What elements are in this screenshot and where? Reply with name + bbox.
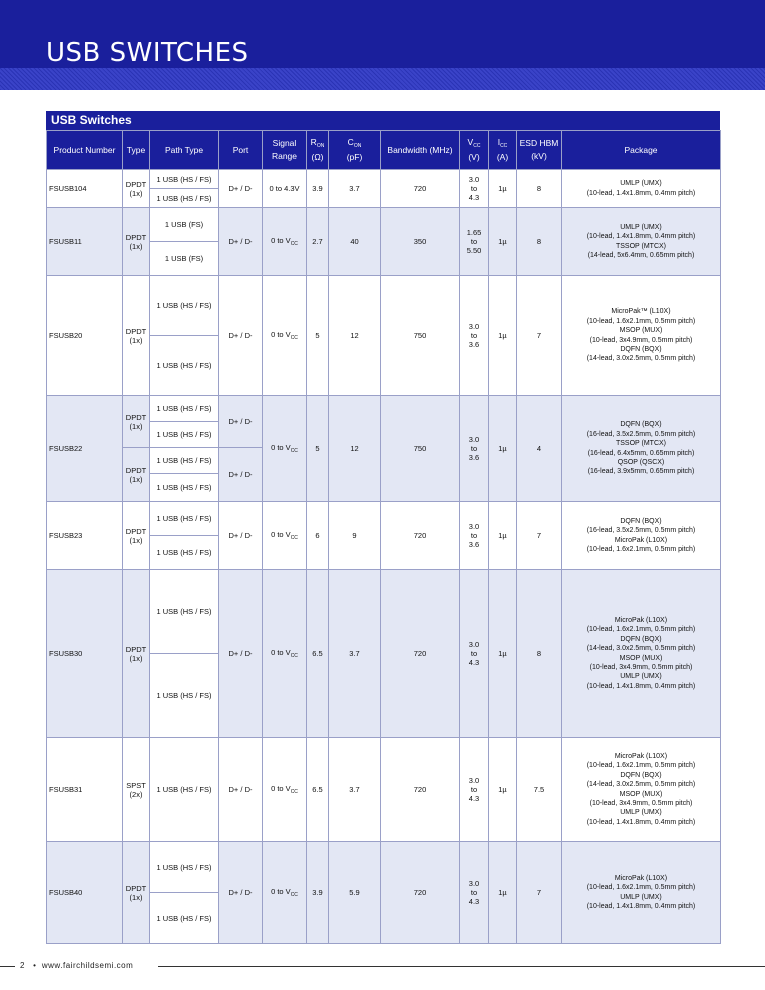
header-product: Product Number bbox=[47, 131, 123, 170]
vcc-line: to bbox=[470, 184, 478, 193]
cell-path-type: 1 USB (HS / FS) bbox=[150, 474, 219, 502]
signal-value: 0 to bbox=[271, 784, 284, 793]
cell-signal-range bbox=[263, 842, 307, 944]
cell-con: 12 bbox=[329, 276, 381, 396]
page-number: 2 bbox=[20, 961, 25, 970]
cell-path-type: 1 USB (HS / FS) bbox=[150, 336, 219, 396]
vcc-line: to bbox=[470, 785, 478, 794]
table-header-row bbox=[47, 131, 721, 170]
type-count: (1x) bbox=[129, 474, 143, 484]
cell-type bbox=[123, 276, 150, 396]
header-bandwidth: Bandwidth (MHz) bbox=[381, 131, 460, 170]
cell-bw: 750 bbox=[381, 396, 460, 502]
signal-value: 0 to bbox=[271, 530, 284, 539]
header-port: Port bbox=[219, 131, 263, 170]
cell-icc: 1µ bbox=[489, 842, 517, 944]
package-detail: (16-lead, 3.5x2.5mm, 0.5mm pitch) bbox=[586, 527, 696, 535]
cell-path-type: 1 USB (HS / FS) bbox=[150, 654, 219, 738]
cell-type bbox=[123, 208, 150, 276]
cell-esd: 8 bbox=[517, 570, 562, 738]
cell-vcc bbox=[460, 276, 489, 396]
vcc-symbol: V bbox=[285, 443, 291, 452]
cell-vcc bbox=[460, 502, 489, 570]
package-name: MSOP (MUX) bbox=[619, 327, 663, 335]
cell-signal-range bbox=[263, 502, 307, 570]
cell-path-type: 1 USB (HS / FS) bbox=[150, 536, 219, 570]
cell-package bbox=[562, 842, 721, 944]
type-count: (2x) bbox=[129, 789, 143, 799]
vcc-symbol: V bbox=[285, 648, 291, 657]
table-row bbox=[47, 396, 721, 422]
type-count: (1x) bbox=[129, 421, 143, 431]
package-name: MicroPak (L10X) bbox=[614, 874, 668, 882]
cell-port: D+ / D- bbox=[219, 276, 263, 396]
cell-ron: 5 bbox=[307, 396, 329, 502]
cell-path-type: 1 USB (HS / FS) bbox=[150, 396, 219, 422]
cell-port: D+ / D- bbox=[219, 396, 263, 448]
package-name: MicroPak (L10X) bbox=[614, 752, 668, 760]
table-row bbox=[47, 502, 721, 536]
package-name: DQFN (BQX) bbox=[620, 771, 662, 779]
page-header-band bbox=[0, 0, 765, 68]
vcc-subscript: CC bbox=[290, 653, 298, 659]
package-detail: (14-lead, 3.0x2.5mm, 0.5mm pitch) bbox=[586, 355, 696, 363]
cell-vcc bbox=[460, 738, 489, 842]
cell-product: FSUSB30 bbox=[47, 570, 123, 738]
signal-value: 0 to bbox=[271, 887, 284, 896]
cell-bw: 720 bbox=[381, 502, 460, 570]
signal-value: 0 to bbox=[271, 236, 284, 245]
cell-package bbox=[562, 276, 721, 396]
type-count: (1x) bbox=[129, 188, 143, 198]
cell-port: D+ / D- bbox=[219, 208, 263, 276]
type-count: (1x) bbox=[129, 653, 143, 663]
type-value: DPDT bbox=[125, 465, 147, 475]
cell-signal-range bbox=[263, 208, 307, 276]
package-detail: (10-lead, 1.6x2.1mm, 0.5mm pitch) bbox=[586, 626, 696, 634]
signal-value: 0 to bbox=[271, 330, 284, 339]
package-name: MSOP (MUX) bbox=[619, 790, 663, 798]
cell-esd: 7 bbox=[517, 502, 562, 570]
cell-path-type: 1 USB (HS / FS) bbox=[150, 170, 219, 189]
cell-ron: 6.5 bbox=[307, 570, 329, 738]
type-value: SPST bbox=[126, 780, 146, 790]
cell-ron: 3.9 bbox=[307, 842, 329, 944]
header-stripe bbox=[0, 68, 765, 90]
package-name: TSSOP (MTCX) bbox=[615, 440, 667, 448]
vcc-symbol: V bbox=[285, 887, 291, 896]
type-count: (1x) bbox=[129, 241, 143, 251]
cell-vcc bbox=[460, 570, 489, 738]
vcc-line: 3.0 bbox=[468, 879, 480, 888]
type-count: (1x) bbox=[129, 335, 143, 345]
cell-path-type: 1 USB (HS / FS) bbox=[150, 276, 219, 336]
package-name: DQFN (BQX) bbox=[620, 517, 662, 525]
package-name: MicroPak™ (L10X) bbox=[611, 308, 671, 316]
package-name: UMLP (UMX) bbox=[620, 673, 662, 681]
cell-signal-range bbox=[263, 738, 307, 842]
vcc-symbol: V bbox=[285, 330, 291, 339]
package-name: MSOP (MUX) bbox=[619, 654, 663, 662]
package-name: UMLP (UMX) bbox=[620, 180, 662, 188]
cell-con: 40 bbox=[329, 208, 381, 276]
vcc-line: 3.0 bbox=[468, 322, 480, 331]
package-detail: (10-lead, 3x4.9mm, 0.5mm pitch) bbox=[589, 663, 693, 671]
cell-type bbox=[123, 738, 150, 842]
cell-package bbox=[562, 570, 721, 738]
package-detail: (10-lead, 1.4x1.8mm, 0.4mm pitch) bbox=[586, 189, 696, 197]
header-ron: $R_{ON}$ (Ω) bbox=[307, 131, 329, 170]
cell-type bbox=[123, 502, 150, 570]
cell-package bbox=[562, 502, 721, 570]
cell-product: FSUSB11 bbox=[47, 208, 123, 276]
cell-ron: 2.7 bbox=[307, 208, 329, 276]
type-value: DPDT bbox=[125, 232, 147, 242]
vcc-line: to bbox=[470, 444, 478, 453]
cell-con: 3.7 bbox=[329, 170, 381, 208]
package-detail: (16-lead, 3.9x5mm, 0.65mm pitch) bbox=[587, 468, 695, 476]
page-title: USB SWITCHES bbox=[46, 38, 249, 68]
cell-esd: 4 bbox=[517, 396, 562, 502]
signal-value: 0 to 4.3V bbox=[269, 184, 300, 193]
cell-esd: 7 bbox=[517, 842, 562, 944]
table-row bbox=[47, 570, 721, 654]
cell-vcc bbox=[460, 208, 489, 276]
cell-path-type: 1 USB (HS / FS) bbox=[150, 422, 219, 448]
footer-rule-right bbox=[158, 966, 765, 967]
header-signal-range: Signal Range bbox=[263, 131, 307, 170]
type-count: (1x) bbox=[129, 892, 143, 902]
cell-icc: 1µ bbox=[489, 738, 517, 842]
vcc-line: to bbox=[470, 649, 478, 658]
cell-type bbox=[123, 396, 150, 448]
cell-type bbox=[123, 570, 150, 738]
cell-ron: 3.9 bbox=[307, 170, 329, 208]
cell-product: FSUSB31 bbox=[47, 738, 123, 842]
package-detail: (10-lead, 1.6x2.1mm, 0.5mm pitch) bbox=[586, 884, 696, 892]
cell-product: FSUSB20 bbox=[47, 276, 123, 396]
cell-signal-range bbox=[263, 276, 307, 396]
type-value: DPDT bbox=[125, 179, 147, 189]
cell-product: FSUSB22 bbox=[47, 396, 123, 502]
cell-path-type: 1 USB (HS / FS) bbox=[150, 738, 219, 842]
cell-icc: 1µ bbox=[489, 208, 517, 276]
cell-esd: 8 bbox=[517, 208, 562, 276]
package-name: QSOP (QSCX) bbox=[617, 458, 665, 466]
vcc-line: 1.65 bbox=[466, 228, 482, 237]
vcc-line: 3.0 bbox=[468, 175, 480, 184]
vcc-subscript: CC bbox=[290, 448, 298, 454]
vcc-line: to bbox=[470, 331, 478, 340]
cell-icc: 1µ bbox=[489, 276, 517, 396]
package-detail: (10-lead, 1.4x1.8mm, 0.4mm pitch) bbox=[586, 818, 696, 826]
header-type: Type bbox=[123, 131, 150, 170]
header-vcc: $V_{CC}$ (V) bbox=[460, 131, 489, 170]
cell-type bbox=[123, 448, 150, 502]
cell-esd: 7.5 bbox=[517, 738, 562, 842]
cell-path-type: 1 USB (HS / FS) bbox=[150, 893, 219, 944]
header-icc: $I_{CC}$ (A) bbox=[489, 131, 517, 170]
package-detail: (10-lead, 3x4.9mm, 0.5mm pitch) bbox=[589, 336, 693, 344]
package-detail: (10-lead, 1.6x2.1mm, 0.5mm pitch) bbox=[586, 545, 696, 553]
footer-text: 2 • www.fairchildsemi.com bbox=[20, 961, 134, 970]
cell-bw: 720 bbox=[381, 738, 460, 842]
cell-type bbox=[123, 170, 150, 208]
cell-path-type: 1 USB (HS / FS) bbox=[150, 189, 219, 208]
type-count: (1x) bbox=[129, 535, 143, 545]
cell-con: 3.7 bbox=[329, 738, 381, 842]
package-name: MicroPak (L10X) bbox=[614, 616, 668, 624]
package-detail: (16-lead, 6.4x5mm, 0.65mm pitch) bbox=[587, 449, 695, 457]
vcc-line: 4.3 bbox=[468, 658, 480, 667]
cell-vcc bbox=[460, 842, 489, 944]
cell-signal-range bbox=[263, 570, 307, 738]
cell-icc: 1µ bbox=[489, 570, 517, 738]
vcc-subscript: CC bbox=[290, 789, 298, 795]
package-name: TSSOP (MTCX) bbox=[615, 242, 667, 250]
package-detail: (14-lead, 5x6.4mm, 0.65mm pitch) bbox=[587, 251, 695, 259]
vcc-line: 3.0 bbox=[468, 640, 480, 649]
package-detail: (10-lead, 1.6x2.1mm, 0.5mm pitch) bbox=[586, 762, 696, 770]
package-name: DQFN (BQX) bbox=[620, 421, 662, 429]
cell-ron: 6.5 bbox=[307, 738, 329, 842]
cell-port: D+ / D- bbox=[219, 170, 263, 208]
cell-bw: 720 bbox=[381, 842, 460, 944]
package-detail: (10-lead, 1.4x1.8mm, 0.4mm pitch) bbox=[586, 902, 696, 910]
table-row bbox=[47, 842, 721, 893]
signal-value: 0 to bbox=[271, 648, 284, 657]
cell-port: D+ / D- bbox=[219, 448, 263, 502]
cell-vcc bbox=[460, 170, 489, 208]
cell-vcc bbox=[460, 396, 489, 502]
cell-port: D+ / D- bbox=[219, 502, 263, 570]
header-package: Package bbox=[562, 131, 721, 170]
package-detail: (16-lead, 3.5x2.5mm, 0.5mm pitch) bbox=[586, 430, 696, 438]
cell-con: 12 bbox=[329, 396, 381, 502]
table-row bbox=[47, 208, 721, 242]
website-link[interactable]: www.fairchildsemi.com bbox=[41, 961, 134, 970]
cell-package bbox=[562, 208, 721, 276]
cell-package bbox=[562, 170, 721, 208]
cell-package bbox=[562, 396, 721, 502]
cell-path-type: 1 USB (HS / FS) bbox=[150, 502, 219, 536]
cell-bw: 750 bbox=[381, 276, 460, 396]
type-value: DPDT bbox=[125, 326, 147, 336]
vcc-line: 3.0 bbox=[468, 776, 480, 785]
type-value: DPDT bbox=[125, 883, 147, 893]
vcc-line: 4.3 bbox=[468, 897, 480, 906]
cell-port: D+ / D- bbox=[219, 842, 263, 944]
package-detail: (10-lead, 3x4.9mm, 0.5mm pitch) bbox=[589, 799, 693, 807]
package-name: DQFN (BQX) bbox=[620, 635, 662, 643]
package-detail: (10-lead, 1.4x1.8mm, 0.4mm pitch) bbox=[586, 233, 696, 241]
cell-package bbox=[562, 738, 721, 842]
package-detail: (10-lead, 1.4x1.8mm, 0.4mm pitch) bbox=[586, 682, 696, 690]
cell-path-type: 1 USB (FS) bbox=[150, 208, 219, 242]
cell-bw: 720 bbox=[381, 570, 460, 738]
cell-con: 3.7 bbox=[329, 570, 381, 738]
header-path-type: Path Type bbox=[150, 131, 219, 170]
cell-path-type: 1 USB (HS / FS) bbox=[150, 448, 219, 474]
cell-product: FSUSB104 bbox=[47, 170, 123, 208]
vcc-symbol: V bbox=[285, 530, 291, 539]
vcc-line: 3.6 bbox=[468, 453, 480, 462]
vcc-symbol: V bbox=[285, 236, 291, 245]
table-title: USB Switches bbox=[46, 111, 720, 130]
vcc-subscript: CC bbox=[290, 335, 298, 341]
table-row bbox=[47, 738, 721, 842]
vcc-line: to bbox=[470, 531, 478, 540]
vcc-subscript: CC bbox=[290, 535, 298, 541]
type-value: DPDT bbox=[125, 526, 147, 536]
signal-value: 0 to bbox=[271, 443, 284, 452]
cell-ron: 6 bbox=[307, 502, 329, 570]
cell-path-type: 1 USB (FS) bbox=[150, 242, 219, 276]
cell-port: D+ / D- bbox=[219, 738, 263, 842]
type-value: DPDT bbox=[125, 412, 147, 422]
vcc-line: to bbox=[470, 888, 478, 897]
cell-con: 5.9 bbox=[329, 842, 381, 944]
cell-esd: 8 bbox=[517, 170, 562, 208]
cell-icc: 1µ bbox=[489, 502, 517, 570]
package-name: MicroPak (L10X) bbox=[614, 536, 668, 544]
header-con: $C_{ON}$ (pF) bbox=[329, 131, 381, 170]
vcc-line: 3.0 bbox=[468, 435, 480, 444]
table-row bbox=[47, 276, 721, 336]
vcc-line: 3.6 bbox=[468, 540, 480, 549]
cell-type bbox=[123, 842, 150, 944]
table-row bbox=[47, 170, 721, 189]
package-name: DQFN (BQX) bbox=[620, 345, 662, 353]
cell-signal-range bbox=[263, 396, 307, 502]
cell-path-type: 1 USB (HS / FS) bbox=[150, 570, 219, 654]
cell-icc: 1µ bbox=[489, 170, 517, 208]
vcc-line: 3.0 bbox=[468, 522, 480, 531]
cell-port: D+ / D- bbox=[219, 570, 263, 738]
cell-esd: 7 bbox=[517, 276, 562, 396]
cell-con: 9 bbox=[329, 502, 381, 570]
package-detail: (14-lead, 3.0x2.5mm, 0.5mm pitch) bbox=[586, 645, 696, 653]
vcc-subscript: CC bbox=[290, 241, 298, 247]
package-detail: (14-lead, 3.0x2.5mm, 0.5mm pitch) bbox=[586, 781, 696, 789]
cell-product: FSUSB23 bbox=[47, 502, 123, 570]
package-name: UMLP (UMX) bbox=[620, 223, 662, 231]
usb-switches-table bbox=[46, 130, 721, 944]
package-detail: (10-lead, 1.6x2.1mm, 0.5mm pitch) bbox=[586, 317, 696, 325]
footer-rule-left bbox=[0, 966, 15, 967]
vcc-subscript: CC bbox=[290, 892, 298, 898]
cell-product: FSUSB40 bbox=[47, 842, 123, 944]
header-esd: ESD HBM (kV) bbox=[517, 131, 562, 170]
cell-path-type: 1 USB (HS / FS) bbox=[150, 842, 219, 893]
cell-icc: 1µ bbox=[489, 396, 517, 502]
type-value: DPDT bbox=[125, 644, 147, 654]
vcc-line: to bbox=[470, 237, 478, 246]
package-name: UMLP (UMX) bbox=[620, 809, 662, 817]
vcc-line: 4.3 bbox=[468, 794, 480, 803]
cell-ron: 5 bbox=[307, 276, 329, 396]
vcc-line: 3.6 bbox=[468, 340, 480, 349]
cell-bw: 720 bbox=[381, 170, 460, 208]
vcc-line: 5.50 bbox=[466, 246, 482, 255]
cell-bw: 350 bbox=[381, 208, 460, 276]
cell-signal-range bbox=[263, 170, 307, 208]
vcc-line: 4.3 bbox=[468, 193, 480, 202]
package-name: UMLP (UMX) bbox=[620, 893, 662, 901]
vcc-symbol: V bbox=[285, 784, 291, 793]
